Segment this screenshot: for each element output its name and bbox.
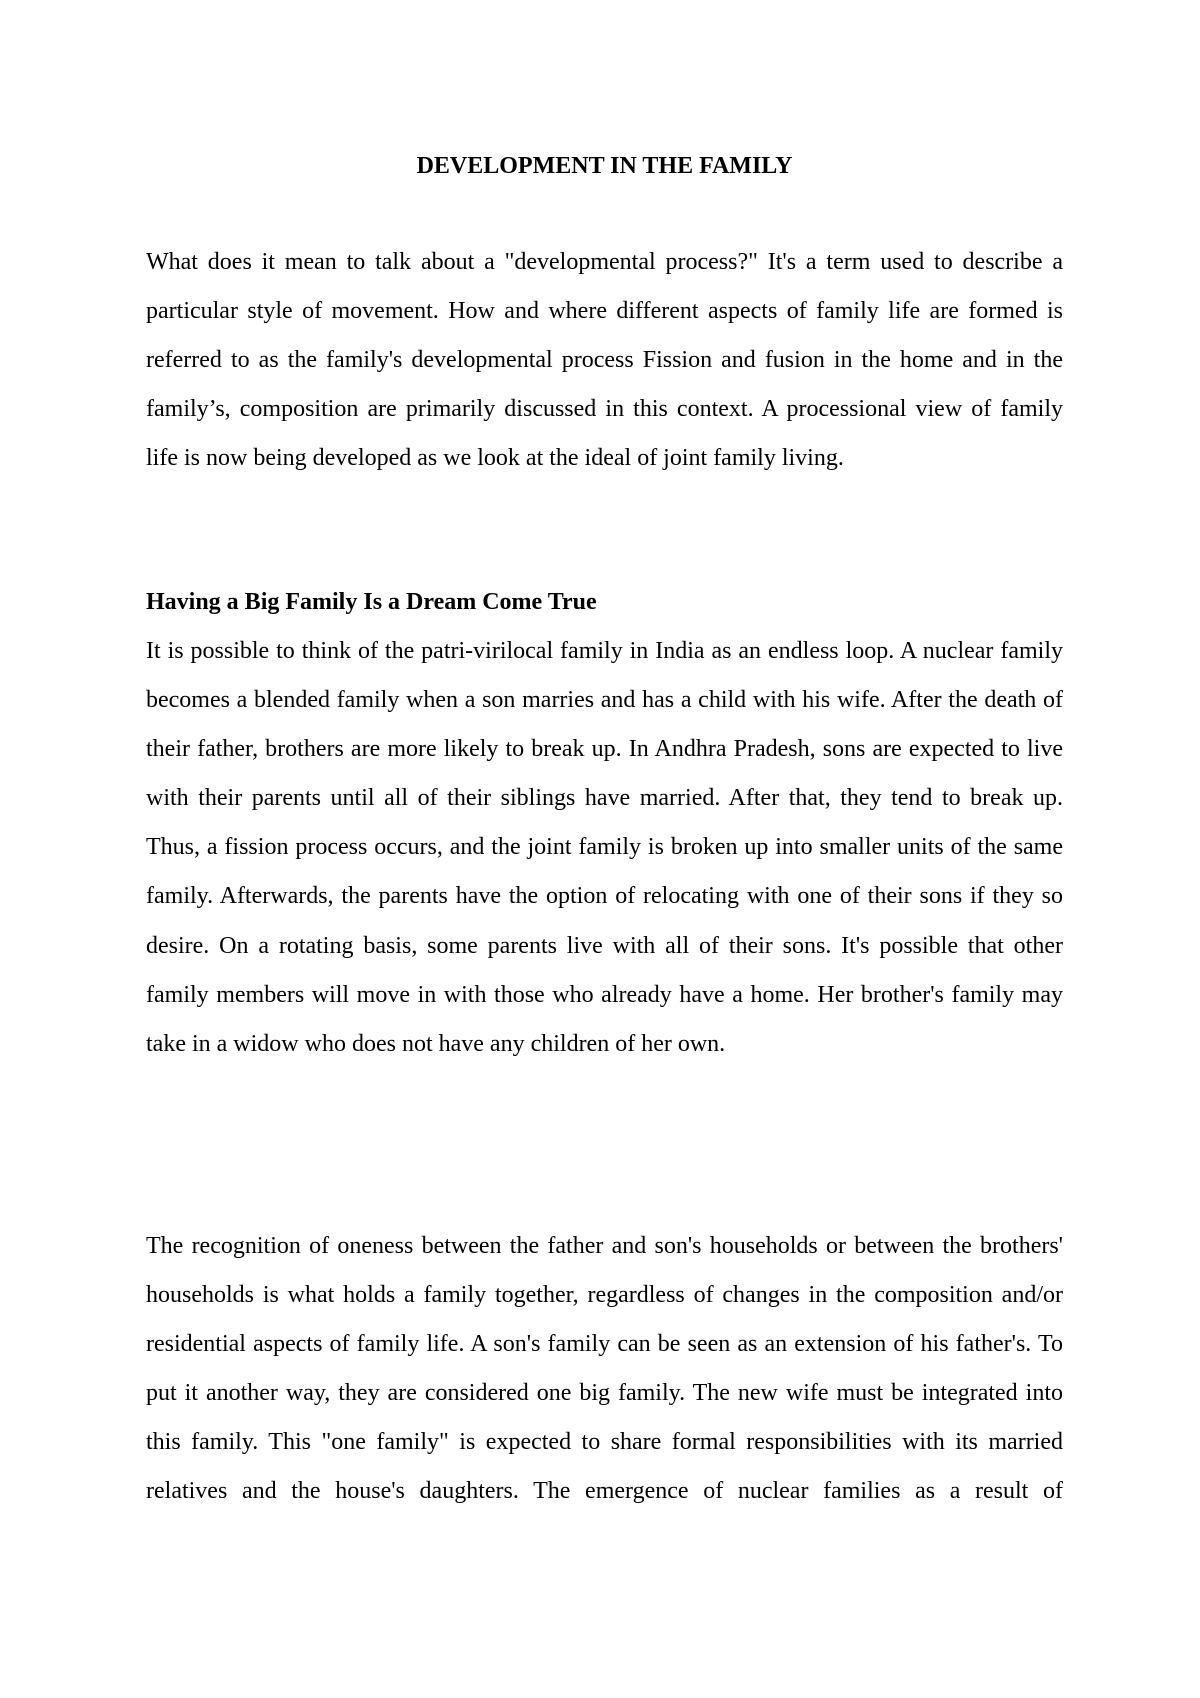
intro-paragraph: What does it mean to talk about a "developmental process?" It's a term used to describe a particular style of movement. How and where different aspects of family life are formed is referred to as the family's developmental process Fission and fusion in the home and in the family’s, composition are primarily discussed in this context. A processional view of family life is now being developed as we look at the ideal of joint family living. bbox=[146, 249, 1063, 472]
section-heading: Having a Big Family Is a Dream Come True bbox=[146, 589, 597, 615]
section-paragraph: The recognition of oneness between the father and son's households or between the brothers' households is what holds a family together, regardless of changes in the composition and/or residential aspects of family life. A son's family can be seen as an extension of his father's. To put it another way, they are considered one big family. The new wife must be integrated into this family. This "one family" is expected to share formal responsibilities with its married relatives and the house's daughters. The emergence of nuclear families as a result of bbox=[146, 1233, 1063, 1505]
section-paragraph: It is possible to think of the patri-virilocal family in India as an endless loop. A nuclear family becomes a blended family when a son marries and has a child with his wife. After the death of their father, brothers are more likely to break up. In Andhra Pradesh, sons are expected to live with their parents until all of their siblings have married. After that, they tend to break up. Thus, a fission process occurs, and the joint family is broken up into smaller units of the same family. Afterwards, the parents have the option of relocating with one of their sons if they so desire. On a rotating basis, some parents live with all of their sons. It's possible that other family members will move in with those who already have a home. Her brother's family may take in a widow who does not have any children of her own. bbox=[146, 638, 1063, 1057]
document-title: DEVELOPMENT IN THE FAMILY bbox=[416, 153, 793, 179]
document-page bbox=[146, 0, 1063, 1698]
